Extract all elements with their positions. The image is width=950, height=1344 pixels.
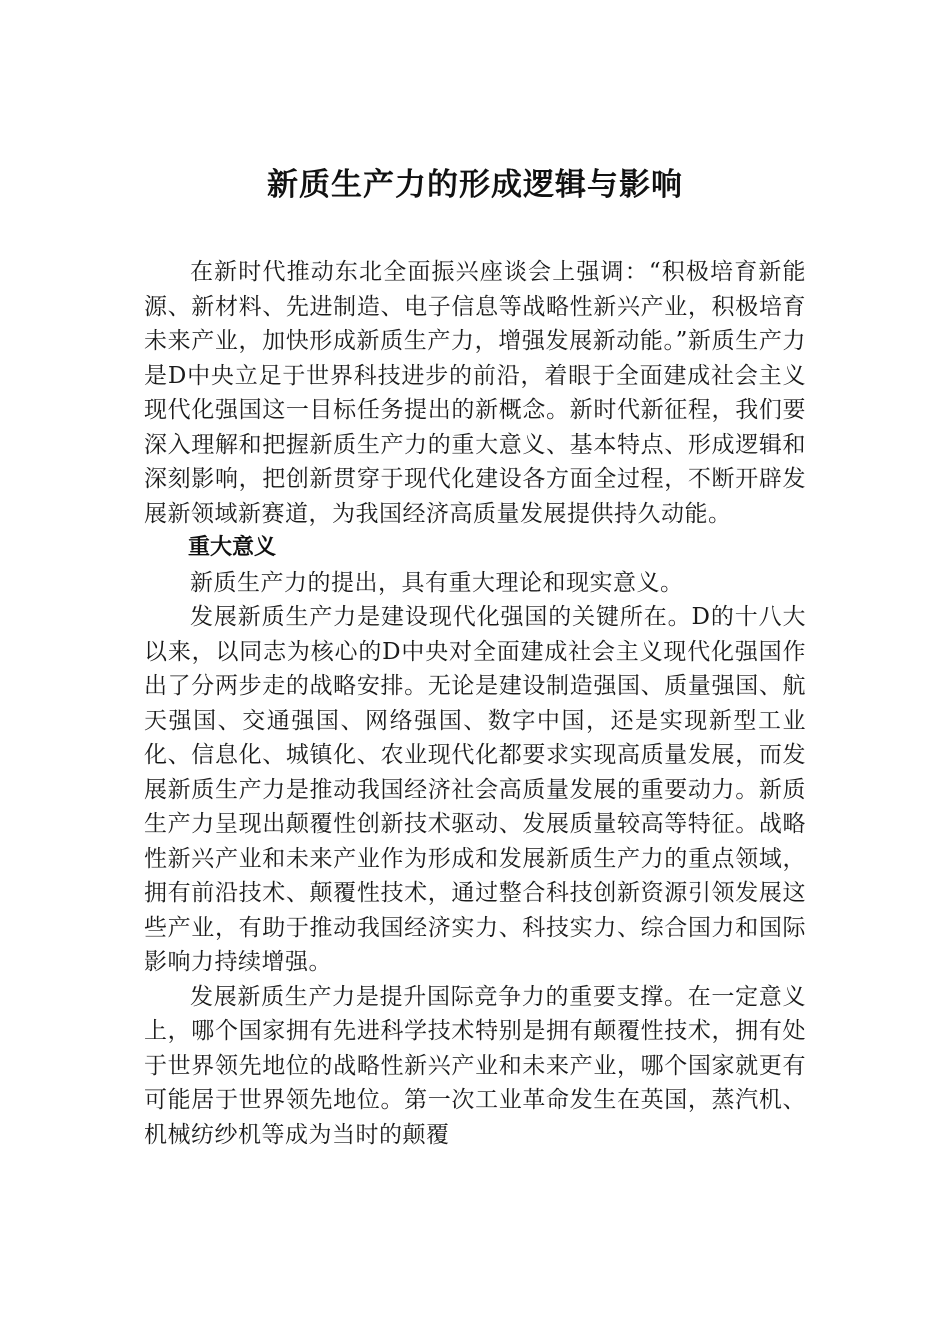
paragraph-modernization-key: 发展新质生产力是建设现代化强国的关键所在。D的十八大以来，以同志为核心的D中央对全面建成社会主义现代化强国作出了分两步走的战略安排。无论是建设制造强国、质量强国、航天强国、交通强国、网络强国、数字中国，还是实现新型工业化、信息化、城镇化、农业现代化都要求实现高质量发展，而发展新质生产力是推动我国经济社会高质量发展的重要动力。新质生产力呈现出颠覆性创新技术驱动、发展质量较高等特征。战略性新兴产业和未来产业作为形成和发展新质生产力的重点领域，拥有前沿技术、颠覆性技术，通过整合科技创新资源引领发展这些产业，有助于推动我国经济实力、科技实力、综合国力和国际影响力持续增强。 (144, 604, 806, 975)
document-body (144, 255, 806, 1152)
intro-paragraph: 在新时代推动东北全面振兴座谈会上强调：“积极培育新能源、新材料、先进制造、电子信息等战略性新兴产业，积极培育未来产业，加快形成新质生产力，增强发展新动能。”新质生产力是D中央立足于世界科技进步的前沿，着眼于全面建成社会主义现代化强国这一目标任务提出的新概念。新时代新征程，我们要深入理解和把握新质生产力的重大意义、基本特点、形成逻辑和深刻影响，把创新贯穿于现代化建设各方面全过程，不断开辟发展新领域新赛道，为我国经济高质量发展提供持久动能。 (144, 259, 806, 527)
document-title: 新质生产力的形成逻辑与影响 (267, 167, 683, 203)
paragraph-international-competitiveness: 发展新质生产力是提升国际竞争力的重要支撑。在一定意义上，哪个国家拥有先进科学技术特别是拥有颠覆性技术，拥有处于世界领先地位的战略性新兴产业和未来产业，哪个国家就更有可能居于世界领先地位。第一次工业革命发生在英国，蒸汽机、机械纺纱机等成为当时的颠覆 (144, 983, 806, 1148)
paragraph-significance-summary: 新质生产力的提出，具有重大理论和现实意义。 (190, 569, 684, 596)
section-heading-significance: 重大意义 (188, 535, 277, 560)
